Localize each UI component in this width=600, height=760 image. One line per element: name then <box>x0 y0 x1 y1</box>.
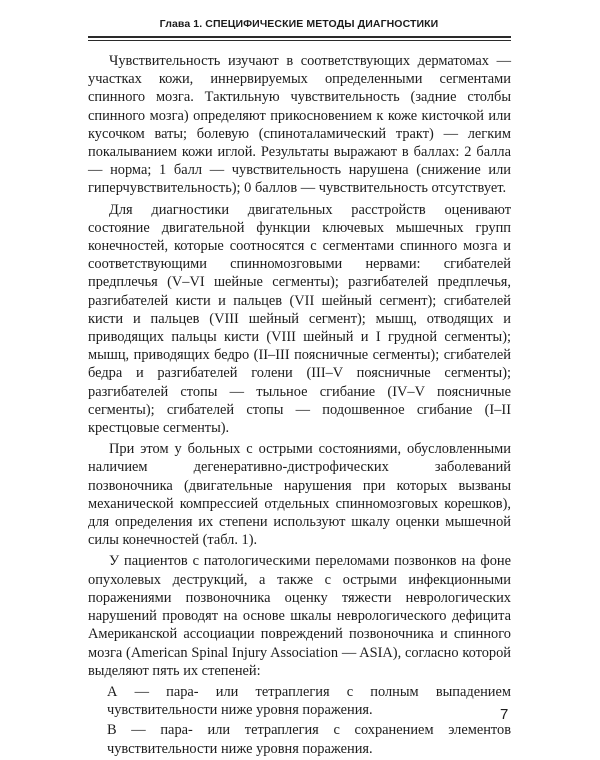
page-number: 7 <box>500 706 509 723</box>
paragraph-sensitivity: Чувствительность изучают в соответствующих дерматомах — участках кожи, иннервируемых определенными сегментами спинного мозга. Тактильную чувствительность (задние столбы спинного мозга) определяют прикосновением к коже кисточкой или кусочком ваты; болевую (спиноталамический тракт) — легким покалыванием кожи иглой. Результаты выражают в баллах: 2 балла — норма; 1 балл — чувствительность нарушена (снижение или гиперчувствительность); 0 баллов — чувствительность отсутствует. <box>88 53 511 197</box>
paragraph-asia-scale: У пациентов с патологическими переломами позвонков на фоне опухолевых деструкций, а также с острыми инфекционными поражениями позвоночника оценку тяжести неврологических нарушений проводят на основе шкалы неврологического дефицита Американской ассоциации повреждений позвоночника и спинного мозга (American Spinal Injury Association — ASIA), согласно которой выделяют пять их степеней: <box>88 553 511 679</box>
running-head: Глава 1. СПЕЦИФИЧЕСКИЕ МЕТОДЫ ДИАГНОСТИКИ <box>159 18 439 30</box>
paragraph-motor-disorders: Для диагностики двигательных расстройств оценивают состояние двигательной функции ключевых мышечных групп конечностей, которые соотносятся с сегментами спинного мозга и соответствующими спинномозговыми нервами: сгибателей предплечья (V–VI шейные сегменты); разгибателей предплечья, разгибателей кисти и пальцев (VII шейный сегмент); сгибателей кисти и пальцев (VIII шейный сегмент); мышц, отводящих и приводящих пальцы кисти (VIII шейный и I грудной сегменты); мышц, приводящих бедро (II–III поясничные сегменты); сгибателей бедра и разгибателей голени (III–V поясничные сегменты); разгибателей стопы — тыльное сгибание (IV–V поясничные сегменты); сгибателей стопы — подошвенное сгибание (I–II крестцовые сегменты). <box>88 201 511 437</box>
list-item-grade-b: В — пара- или тетраплегия с сохранением элементов чувствительности ниже уровня поражения. <box>107 722 511 757</box>
list-item-grade-a: А — пара- или тетраплегия с полным выпадением чувствительности ниже уровня поражения. <box>107 683 511 719</box>
header-rule-thick <box>88 36 511 38</box>
body-text <box>88 52 511 760</box>
header-rule-thin <box>88 40 511 41</box>
paragraph-acute-conditions: При этом у больных с острыми состояниями, обусловленными наличием дегенеративно-дистрофических заболеваний позвоночника (двигательные нарушения при которых вызваны механической компрессией отдельных спинномозговых корешков), для определения их степени используют шкалу оценки мышечной силы конечностей (табл. 1). <box>88 441 511 549</box>
